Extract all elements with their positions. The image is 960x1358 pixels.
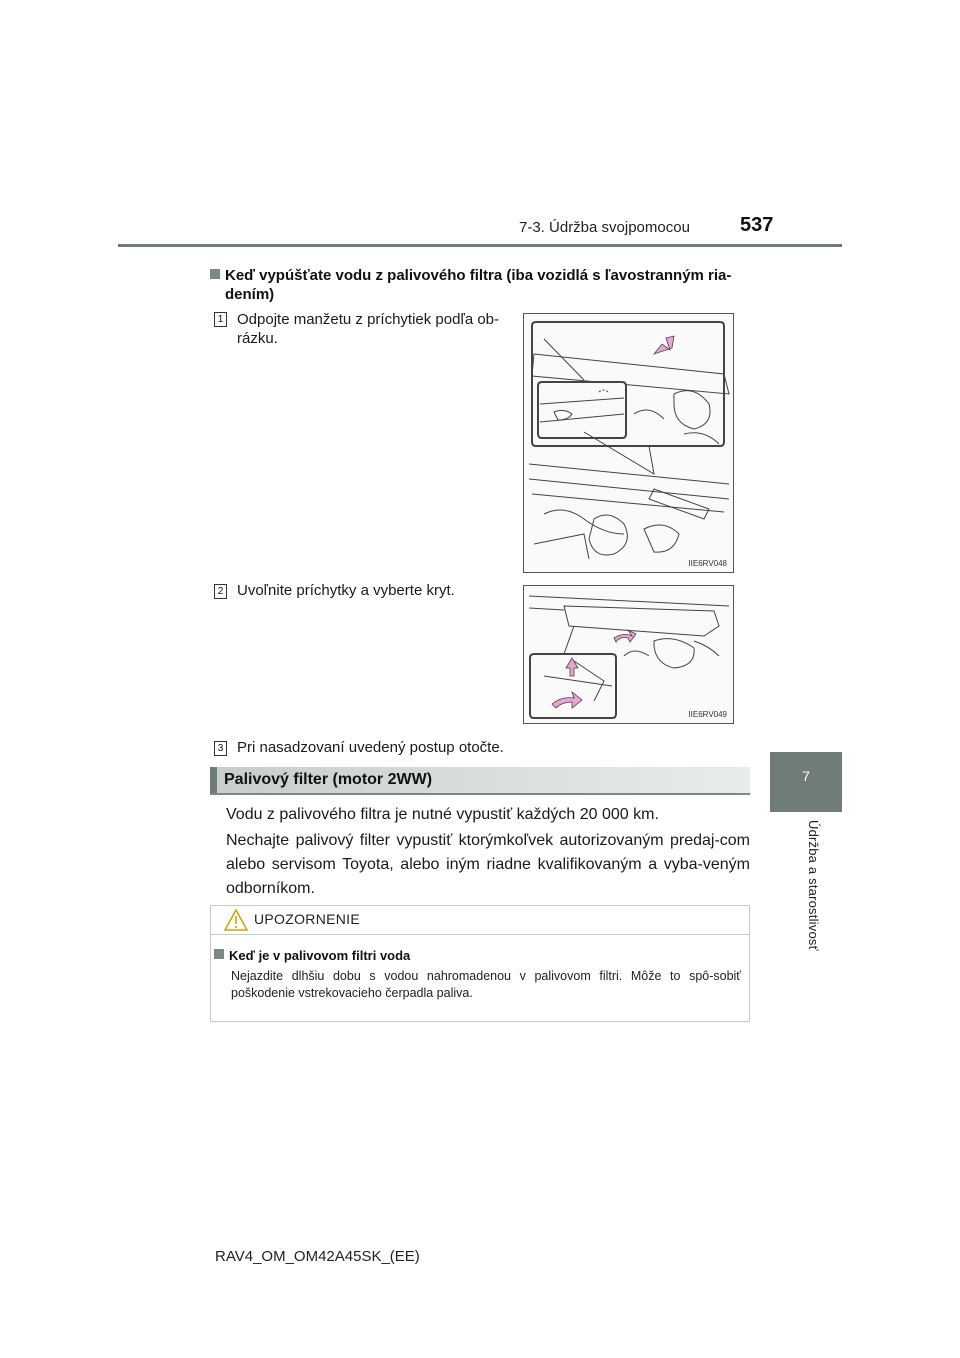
arrow-icon	[654, 336, 674, 354]
figure-1-illustration	[524, 314, 733, 572]
square-bullet-icon	[214, 949, 224, 959]
step-text-3: Pri nasadzovaní uvedený postup otočte.	[237, 739, 504, 756]
chapter-number: 7	[802, 768, 810, 784]
figure-code-1: IIE6RV048	[688, 559, 727, 568]
page-number: 537	[740, 214, 774, 236]
figure-1-engine-bay	[523, 313, 734, 573]
header-rule	[118, 244, 842, 247]
step-number-3: 3	[214, 741, 227, 756]
body-paragraph-2: Nechajte palivový filter vypustiť ktorýmkoľvek autorizovaným predaj-com alebo servisom Toyota, alebo iným riadne kvalifikovaným a vyba-veným odborníkom.	[226, 832, 750, 897]
step-text-2: Uvoľnite príchytky a vyberte kryt.	[237, 582, 455, 599]
arrow-icon	[614, 630, 636, 642]
caution-title: UPOZORNENIE	[254, 911, 360, 927]
section-banner-bar	[210, 767, 217, 793]
step-text-1	[237, 310, 512, 348]
step-text-1-line2: rázku.	[237, 330, 278, 347]
subheading-line1: Keď vypúšťate vodu z palivového filtra (iba vozidlá s ľavostranným ria-	[225, 267, 732, 284]
step-text-1-line1: Odpojte manžetu z príchytiek podľa ob-	[237, 311, 500, 328]
chapter-title: Údržba a starostlivosť	[806, 820, 821, 951]
caution-subtitle-text: Keď je v palivovom filtri voda	[229, 948, 411, 963]
step-number-2: 2	[214, 584, 227, 599]
figure-2-illustration	[524, 586, 733, 723]
footer-document-code: RAV4_OM_OM42A45SK_(EE)	[215, 1248, 420, 1265]
figure-code-2: IIE6RV049	[688, 710, 727, 719]
section-banner-title: Palivový filter (motor 2WW)	[224, 771, 433, 788]
square-bullet-icon	[210, 269, 220, 279]
subheading-line2: dením)	[225, 286, 275, 303]
step-number-1: 1	[214, 312, 227, 327]
body-paragraph-1: Vodu z palivového filtra je nutné vypustiť každých 20 000 km.	[226, 806, 659, 823]
running-header-section: 7-3. Údržba svojpomocou	[519, 219, 690, 236]
subheading	[210, 266, 750, 304]
caution-body: Nejazdite dlhšiu dobu s vodou nahromadenou v palivovom filtri. Môže to spô-sobiť poškodenie vstrekovacieho čerpadla paliva.	[231, 969, 741, 1000]
warning-icon	[224, 909, 248, 936]
caution-subtitle	[214, 948, 410, 963]
figure-2-cover	[523, 585, 734, 724]
